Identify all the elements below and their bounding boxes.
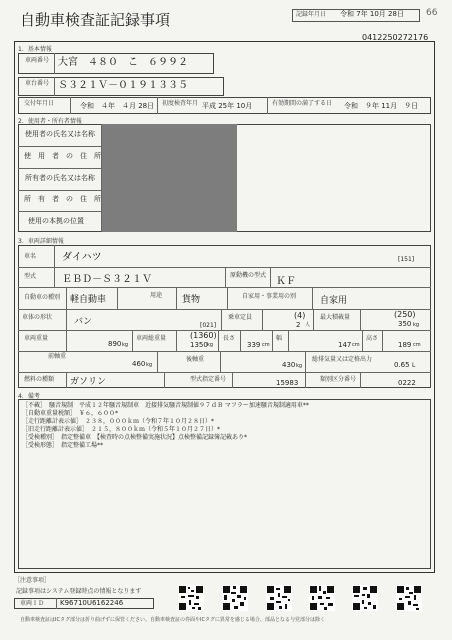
qr-code-icon: [222, 585, 248, 611]
user-address-label: 使 用 者 の 住 所: [24, 152, 101, 160]
vehicle-kind: 軽自動車: [70, 295, 107, 305]
user-name-label: 使用者の氏名又は名称: [25, 130, 95, 138]
height: 189: [398, 341, 412, 349]
capacity: 2: [296, 321, 301, 329]
base-location-label: 使用の本拠の位置: [28, 217, 84, 225]
remark-line: ［受検形態］ 指定整備工場**: [22, 442, 104, 449]
bottom-note: 自動車検査証はICタグ部分は折り曲げずに保管ください。自動車検査証の券面やICタグに異常を感じる場合、部品となる与党部分は除く: [20, 617, 325, 623]
redacted-personal-info: [102, 124, 237, 232]
class-number-label: 類別区分番号: [320, 376, 357, 383]
qr-code-icon: [178, 585, 204, 611]
body-shape: バン: [74, 317, 93, 327]
max-load: 350: [398, 320, 412, 328]
record-date-label: 記録年月日: [296, 11, 327, 18]
chassis-number: Ｓ３２１Ｖ－０１９１３３５: [58, 80, 188, 91]
use-label: 用途: [150, 292, 163, 299]
page-mark: 66: [426, 8, 438, 18]
registration-number: 大宮 ４８０ こ ６９９２: [58, 57, 188, 68]
gross-weight-label: 車両総重量: [136, 335, 167, 342]
length-unit: cm: [262, 342, 270, 348]
kind-label: 自動車の種別: [24, 294, 61, 301]
width: 147: [338, 341, 352, 349]
fuel: ガソリン: [70, 377, 107, 387]
private-label: 自家用・事業用の別: [242, 293, 297, 300]
type-number: 15983: [276, 379, 299, 387]
front-axle: 460: [132, 360, 146, 368]
maker-code: [151]: [398, 256, 415, 263]
owner-address-label: 所 有 者 の 住 所: [24, 195, 101, 203]
section-basic: 1．基本情報: [18, 46, 52, 53]
notes-label: ［注意事項］: [14, 577, 51, 584]
document-number: 0412250272176: [362, 33, 429, 42]
engine-model: ＫＦ: [276, 276, 296, 287]
class-number: 0222: [398, 379, 416, 387]
max-load-top: (250): [394, 310, 416, 319]
max-load-unit: kg: [413, 322, 420, 328]
remark-line: ［受検種別］ 指定整備車 【検査時の点検整備実施状況】点検整備記録簿記載あり*: [22, 434, 248, 441]
max-load-label: 最大積載量: [320, 314, 351, 321]
expiry-label: 有効期間の満了する日: [272, 100, 333, 107]
section-owner: 2．使用者・所有者情報: [18, 118, 82, 125]
rear-axle-unit: kg: [296, 363, 303, 369]
width-unit: cm: [352, 342, 360, 348]
section-remarks: 4．備考: [18, 393, 40, 400]
body-code: [021]: [200, 322, 217, 329]
length-label: 長さ: [223, 335, 236, 342]
vehicle-use: 貨物: [182, 295, 201, 305]
note-text: 記録事項はシステム登録時点の情報となります: [16, 588, 142, 595]
height-label: 高さ: [366, 335, 379, 342]
width-label: 幅: [276, 335, 283, 342]
rear-axle-label: 後軸重: [186, 356, 205, 363]
issue-date: 令和 ４年 ４月 28日: [80, 102, 155, 110]
maker: ダイハツ: [62, 252, 102, 263]
front-axle-label: 前軸重: [48, 353, 67, 360]
first-reg: 平成 25年 10月: [202, 102, 253, 110]
vehicle-id: K96710U6162246: [60, 599, 124, 607]
remark-line: ［自動車重量税額］ ￥６，６００*: [22, 410, 119, 417]
qr-code-icon: [309, 585, 335, 611]
reg-no-label: 車両番号: [25, 57, 50, 64]
type-number-label: 型式指定番号: [190, 376, 227, 383]
height-unit: cm: [413, 342, 421, 348]
displacement-unit: L: [412, 362, 416, 369]
gross-weight: 1350: [190, 341, 208, 349]
chassis-label: 車台番号: [25, 80, 50, 87]
gross-weight-top: (1360): [190, 331, 217, 340]
first-reg-label: 初度検査年月: [162, 100, 199, 107]
qr-code-icon: [266, 585, 292, 611]
weight-label: 車両重量: [24, 335, 49, 342]
displacement: 0.65: [394, 361, 410, 369]
qr-code-icon: [396, 585, 422, 611]
remark-line: ［不載］ 騒音規制 平成１２年騒音規制車 近接排気騒音規制値９７ｄＢ マフラー加速騒音規制適用車**: [22, 402, 309, 409]
length: 339: [247, 341, 261, 349]
fuel-label: 燃料の種類: [24, 376, 55, 383]
body-label: 車体の形状: [22, 314, 53, 321]
engine-label: 原動機の型式: [230, 272, 267, 279]
remark-line: ［旧走行距離計表示値］ ２１５，８００ｋｍ（令和５年１０月２７日）*: [22, 426, 221, 433]
capacity-unit: 人: [305, 322, 311, 328]
expiry-date: 令和 ９年 11月 ９日: [344, 102, 419, 110]
owner-name-label: 所有者の氏名又は名称: [25, 174, 95, 182]
document-title: 自動車検査証記録事項: [20, 11, 171, 29]
front-axle-unit: kg: [146, 362, 153, 368]
gross-weight-unit: kg: [207, 342, 214, 348]
maker-label: 車名: [24, 253, 37, 260]
section-vehicle: 3．車両詳細情報: [18, 238, 64, 245]
record-date: 令和 7年 10月 28日: [340, 10, 404, 18]
capacity-label: 乗車定員: [228, 314, 253, 321]
remark-line: ［走行距離計表示値］ ２３８，０００ｋｍ（令和７年１０月２８日）*: [22, 418, 215, 425]
vehicle-weight: 890: [108, 340, 122, 348]
private-use: 自家用: [320, 296, 348, 306]
rear-axle: 430: [282, 361, 296, 369]
vehicle-id-label: 車両ＩＤ: [20, 600, 45, 607]
capacity-top: (4): [294, 311, 306, 320]
model: ＥＢＤ－Ｓ３２１Ｖ: [62, 274, 152, 285]
qr-code-icon: [352, 585, 378, 611]
displacement-label: 総排気量又は定格出力: [312, 356, 373, 363]
issue-label: 交付年月日: [24, 100, 55, 107]
model-label: 型式: [24, 273, 37, 280]
weight-unit: kg: [122, 342, 129, 348]
